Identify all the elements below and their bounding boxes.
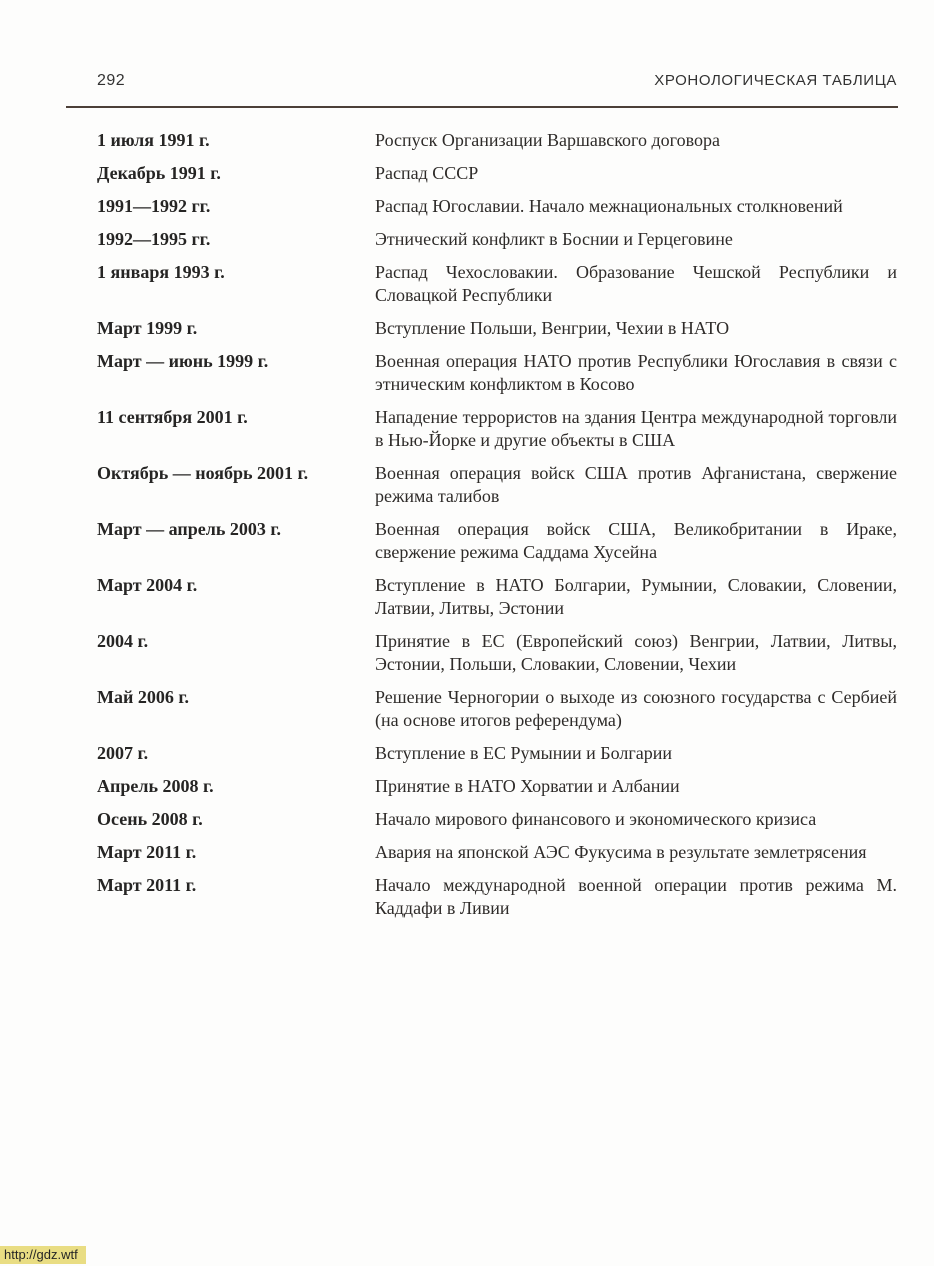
table-row: [97, 406, 897, 452]
row-date: 1 июля 1991 г.: [97, 130, 210, 150]
row-event: Решение Черногории о выходе из союзного государства с Сербией (на основе итогов референдума): [375, 687, 897, 730]
row-date: Март — апрель 2003 г.: [97, 519, 281, 539]
row-date: Апрель 2008 г.: [97, 776, 214, 796]
row-date: Октябрь — ноябрь 2001 г.: [97, 463, 309, 483]
table-row: [97, 742, 897, 765]
page-number: 292: [97, 72, 126, 89]
table-row: [97, 808, 897, 831]
table-row: [97, 195, 897, 218]
row-event: Распад Чехословакии. Образование Чешской Республики и Словацкой Республики: [375, 262, 897, 305]
table-row: [97, 574, 897, 620]
table-row: [97, 317, 897, 340]
row-date: Март 2011 г.: [97, 875, 197, 895]
row-date: Осень 2008 г.: [97, 809, 203, 829]
row-event: Военная операция войск США, Великобритании в Ираке, свержение режима Саддама Хусейна: [375, 519, 897, 562]
row-event: Вступление Польши, Венгрии, Чехии в НАТО: [375, 318, 730, 338]
table-row: [97, 162, 897, 185]
table-row: [97, 350, 897, 396]
row-event: Начало мирового финансового и экономического кризиса: [375, 809, 817, 829]
table-row: [97, 686, 897, 732]
table-row: [97, 228, 897, 251]
row-event: Распад СССР: [375, 163, 479, 183]
row-event: Авария на японской АЭС Фукусима в результате землетрясения: [375, 842, 867, 862]
row-date: Март 2004 г.: [97, 575, 198, 595]
row-date: 1 января 1993 г.: [97, 262, 225, 282]
row-event: Принятие в НАТО Хорватии и Албании: [375, 776, 680, 796]
row-date: Март — июнь 1999 г.: [97, 351, 269, 371]
table-row: [97, 841, 897, 864]
table-row: [97, 261, 897, 307]
row-date: 2004 г.: [97, 631, 149, 651]
row-date: 1991—1992 гг.: [97, 196, 211, 216]
row-date: Май 2006 г.: [97, 687, 190, 707]
watermark-url: http://gdz.wtf: [0, 1246, 86, 1264]
row-event: Военная операция НАТО против Республики Югославия в связи с этническим конфликтом в Косово: [375, 351, 897, 394]
row-event: Вступление в НАТО Болгарии, Румынии, Словакии, Словении, Латвии, Литвы, Эстонии: [375, 575, 897, 618]
table-row: [97, 874, 897, 920]
table-row: [97, 630, 897, 676]
row-event: Распад Югославии. Начало межнациональных столкновений: [375, 196, 843, 216]
row-event: Принятие в ЕС (Европейский союз) Венгрии, Латвии, Литвы, Эстонии, Польши, Словакии, Словении, Чехии: [375, 631, 897, 674]
row-date: Март 1999 г.: [97, 318, 198, 338]
page-header: [97, 72, 897, 90]
row-event: Военная операция войск США против Афганистана, свержение режима талибов: [375, 463, 897, 506]
row-date: Март 2011 г.: [97, 842, 197, 862]
row-date: 1992—1995 гг.: [97, 229, 211, 249]
row-date: Декабрь 1991 г.: [97, 163, 221, 183]
page-title: ХРОНОЛОГИЧЕСКАЯ ТАБЛИЦА: [654, 72, 897, 89]
table-row: [97, 462, 897, 508]
header-rule: [66, 106, 898, 108]
table-row: [97, 518, 897, 564]
row-date: 11 сентября 2001 г.: [97, 407, 248, 427]
row-event: Нападение террористов на здания Центра международной торговли в Нью-Йорке и другие объекты в США: [375, 407, 897, 450]
row-event: Роспуск Организации Варшавского договора: [375, 130, 720, 150]
table-row: [97, 129, 897, 152]
row-date: 2007 г.: [97, 743, 149, 763]
row-event: Этнический конфликт в Боснии и Герцеговине: [375, 229, 733, 249]
row-event: Вступление в ЕС Румынии и Болгарии: [375, 743, 672, 763]
table-row: [97, 775, 897, 798]
row-event: Начало международной военной операции против режима М. Каддафи в Ливии: [375, 875, 897, 918]
chronology-table: [97, 129, 897, 920]
